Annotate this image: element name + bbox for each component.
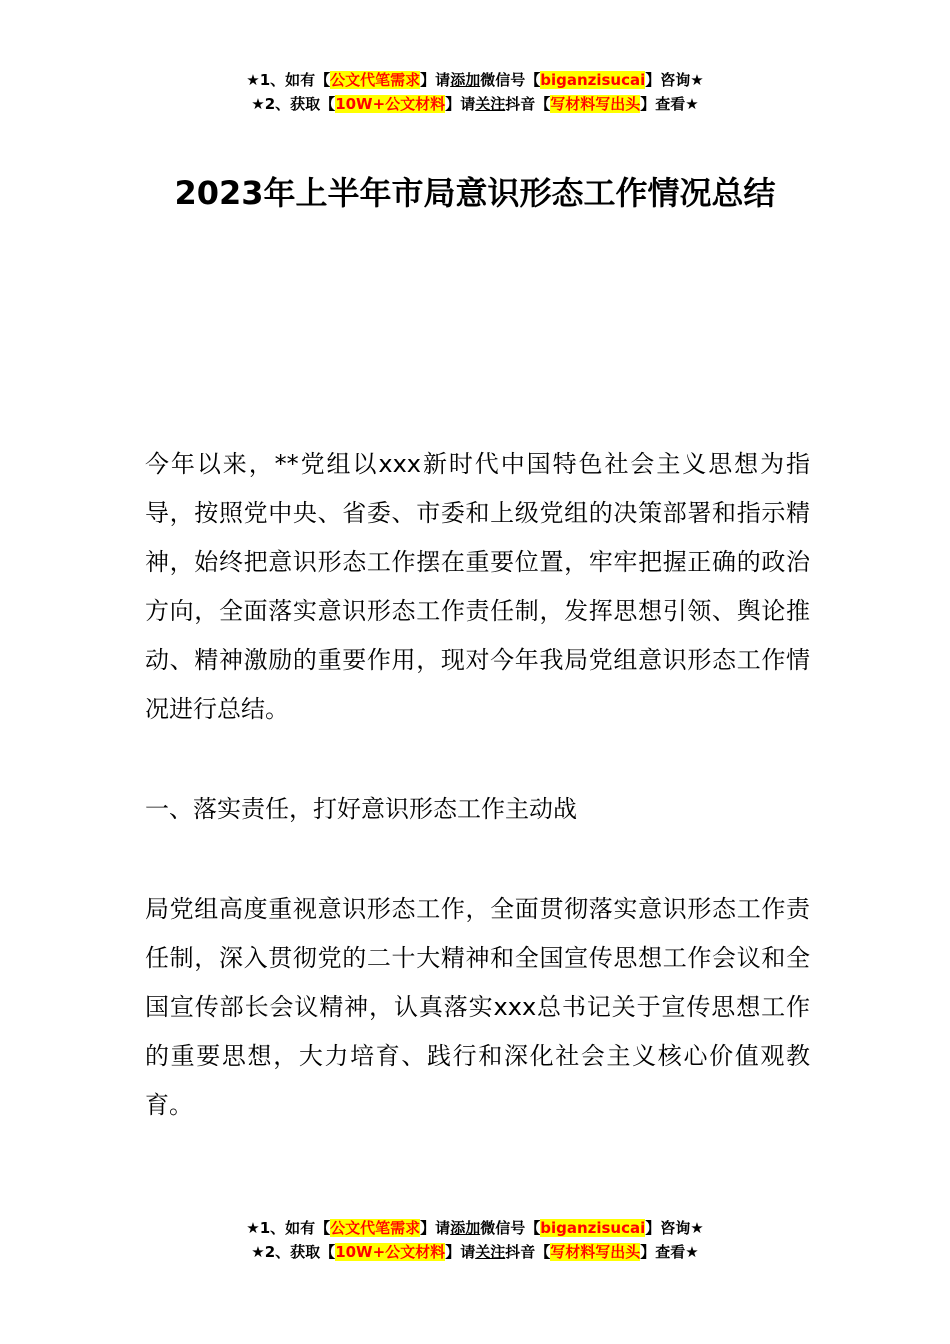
intro-paragraph: 今年以来，**党组以xxx新时代中国特色社会主义思想为指导，按照党中央、省委、市委和上级党组的决策部署和指示精神，始终把意识形态工作摆在重要位置，牢牢把握正确的政治方向，全面落实意识形态工作责任制，发挥思想引领、舆论推动、精神激励的重要作用，现对今年我局党组意识形态工作情况进行总结。 <box>145 450 810 723</box>
promo-highlight-wechat-id: biganzisucai <box>540 71 646 89</box>
promo-banner-bottom <box>0 1216 950 1264</box>
promo-text: 】请 <box>420 1219 451 1237</box>
promo-text: 】查看★ <box>640 1243 699 1261</box>
promo-text: 】咨询★ <box>645 71 704 89</box>
promo-highlight-materials: 10W+公文材料 <box>335 95 446 113</box>
promo-text: 】请 <box>420 71 451 89</box>
promo-highlight-douyin-account: 写材料写出头 <box>550 1243 641 1261</box>
promo-text: 微信号【 <box>480 71 541 89</box>
promo-text: 】请 <box>445 1243 476 1261</box>
promo-line-1 <box>0 1216 950 1240</box>
promo-text: ★1、如有【 <box>246 1219 331 1237</box>
promo-text: 微信号【 <box>480 1219 541 1237</box>
section-1-paragraph: 局党组高度重视意识形态工作，全面贯彻落实意识形态工作责任制，深入贯彻党的二十大精神和全国宣传思想工作会议和全国宣传部长会议精神，认真落实xxx总书记关于宣传思想工作的重要思想，大力培育、践行和深化社会主义核心价值观教育。 <box>145 895 810 1119</box>
promo-highlight-wechat-id: biganzisucai <box>540 1219 646 1237</box>
section-heading-1: 一、落实责任，打好意识形态工作主动战 <box>145 795 577 823</box>
promo-line-2 <box>0 92 950 116</box>
promo-emphasis: 关注 <box>475 1243 506 1261</box>
promo-text: 】查看★ <box>640 95 699 113</box>
promo-text: 】咨询★ <box>645 1219 704 1237</box>
promo-text: 】请 <box>445 95 476 113</box>
promo-text: ★2、获取【 <box>251 1243 336 1261</box>
promo-emphasis: 添加 <box>450 1219 481 1237</box>
promo-text: ★1、如有【 <box>246 71 331 89</box>
promo-highlight-douyin-account: 写材料写出头 <box>550 95 641 113</box>
promo-line-2 <box>0 1240 950 1264</box>
promo-emphasis: 关注 <box>475 95 506 113</box>
promo-highlight-service: 公文代笔需求 <box>330 1219 421 1237</box>
promo-text: 抖音【 <box>505 1243 551 1261</box>
promo-text: ★2、获取【 <box>251 95 336 113</box>
promo-banner-top <box>0 68 950 116</box>
promo-emphasis: 添加 <box>450 71 481 89</box>
promo-line-1 <box>0 68 950 92</box>
document-title: 2023年上半年市局意识形态工作情况总结 <box>174 174 776 213</box>
promo-highlight-materials: 10W+公文材料 <box>335 1243 446 1261</box>
promo-highlight-service: 公文代笔需求 <box>330 71 421 89</box>
promo-text: 抖音【 <box>505 95 551 113</box>
